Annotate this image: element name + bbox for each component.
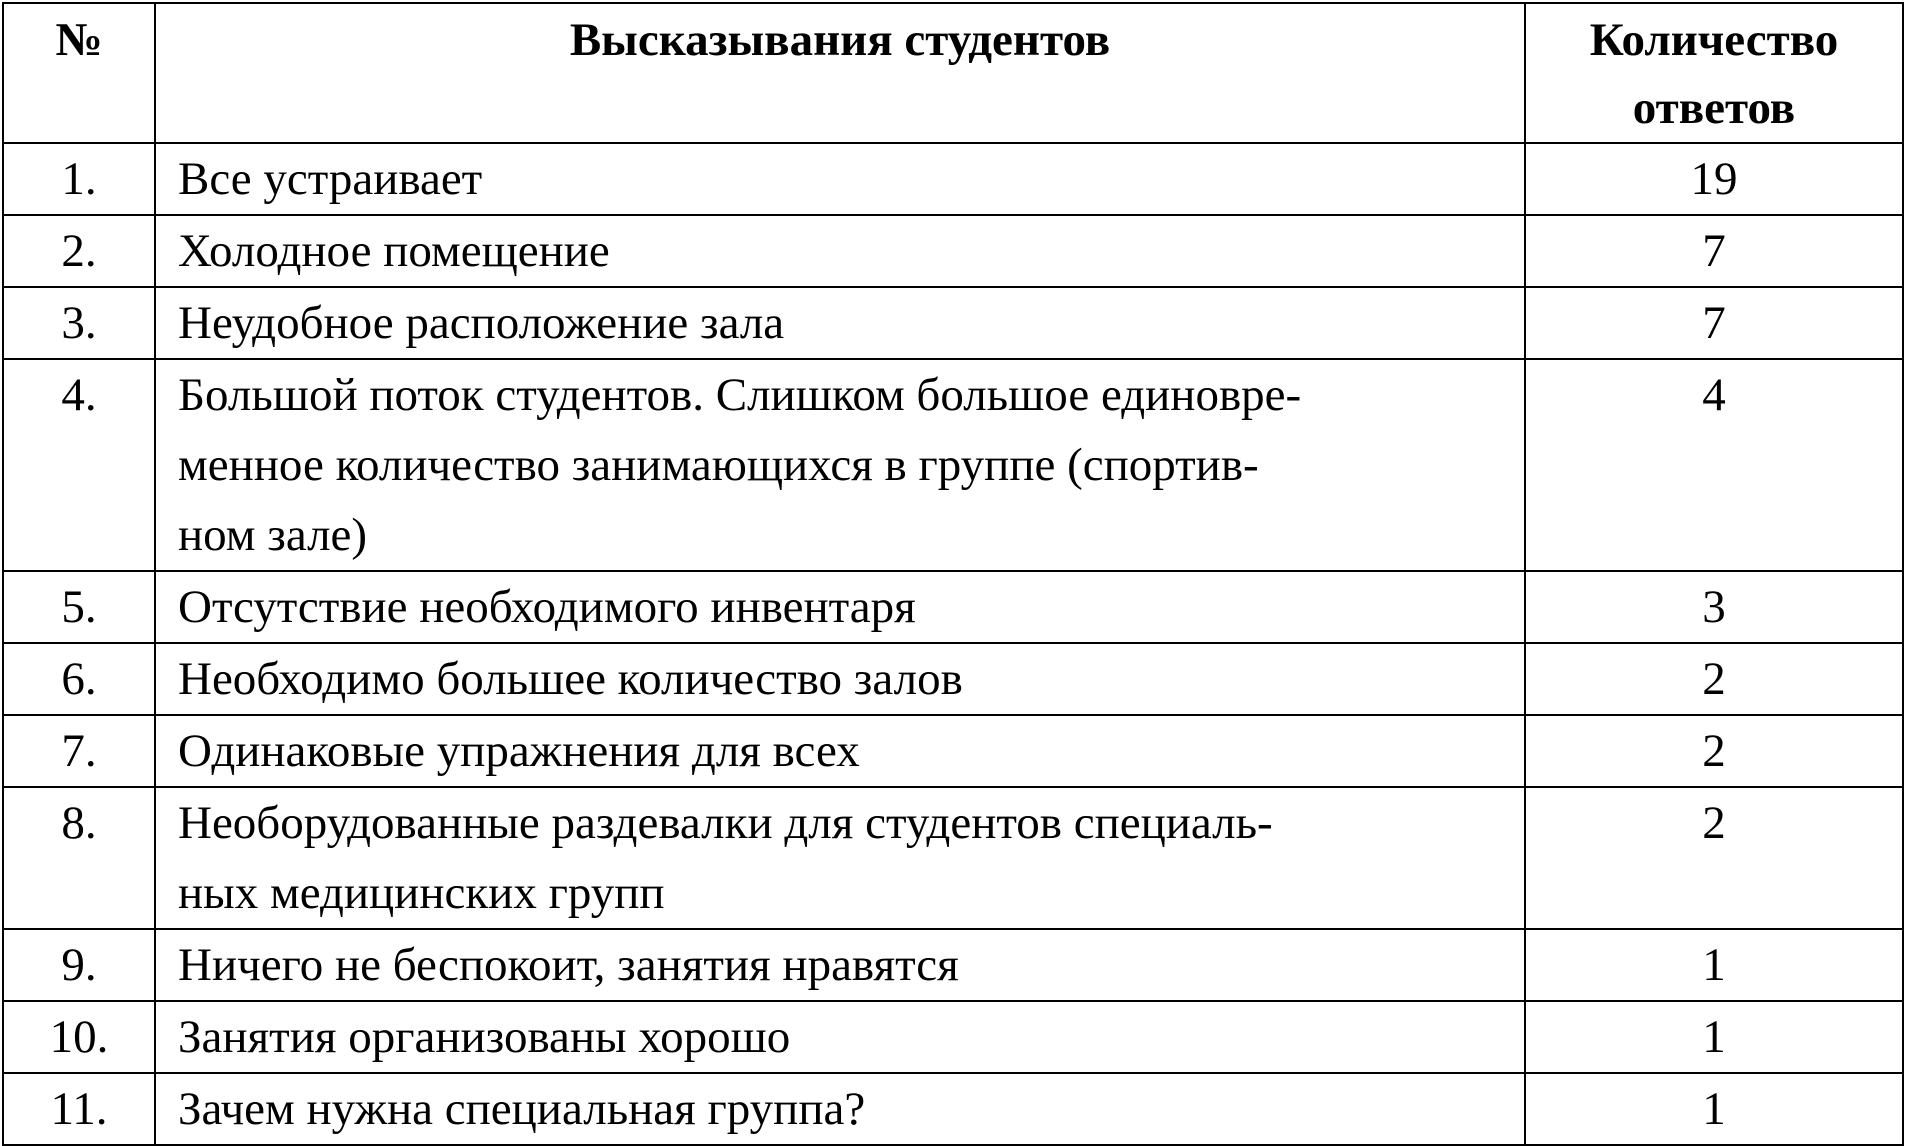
- row-count: 1: [1525, 1001, 1903, 1073]
- table-row: [3, 571, 1903, 643]
- row-count: 2: [1525, 787, 1903, 929]
- row-statement: [155, 787, 1525, 929]
- row-statement: Необходимо большее количество залов: [155, 643, 1525, 715]
- row-number: 11.: [3, 1073, 155, 1145]
- survey-table: [2, 2, 1904, 1146]
- row-statement: Ничего не беспокоит, занятия нравятся: [155, 929, 1525, 1001]
- table-row: [3, 715, 1903, 787]
- header-statements: Высказывания студентов: [155, 3, 1525, 143]
- header-number: №: [3, 3, 155, 143]
- row-statement-line: менное количество занимающихся в группе (спортив-: [178, 439, 1259, 491]
- row-number: 2.: [3, 215, 155, 287]
- row-count: 1: [1525, 929, 1903, 1001]
- row-number: 10.: [3, 1001, 155, 1073]
- row-number: 5.: [3, 571, 155, 643]
- table-row: [3, 929, 1903, 1001]
- row-number: 8.: [3, 787, 155, 929]
- row-count: 2: [1525, 715, 1903, 787]
- table-row: [3, 1001, 1903, 1073]
- row-count: 7: [1525, 287, 1903, 359]
- header-count: [1525, 3, 1903, 143]
- row-count: 7: [1525, 215, 1903, 287]
- row-count: 19: [1525, 143, 1903, 215]
- row-count: 3: [1525, 571, 1903, 643]
- row-number: 9.: [3, 929, 155, 1001]
- row-statement: Зачем нужна специальная группа?: [155, 1073, 1525, 1145]
- row-statement: Занятия организованы хорошо: [155, 1001, 1525, 1073]
- row-statement-line: Большой поток студентов. Слишком большое единовре-: [178, 369, 1302, 421]
- row-number: 4.: [3, 359, 155, 571]
- survey-table-container: [2, 2, 1904, 1146]
- row-count: 1: [1525, 1073, 1903, 1145]
- table-header-row: [3, 3, 1903, 143]
- row-statement: [155, 359, 1525, 571]
- row-count: 2: [1525, 643, 1903, 715]
- row-number: 1.: [3, 143, 155, 215]
- row-statement: Отсутствие необходимого инвентаря: [155, 571, 1525, 643]
- row-number: 7.: [3, 715, 155, 787]
- table-row: [3, 143, 1903, 215]
- table-row: [3, 215, 1903, 287]
- table-row: [3, 359, 1903, 571]
- row-statement: Неудобное расположение зала: [155, 287, 1525, 359]
- row-count: 4: [1525, 359, 1903, 571]
- table-row: [3, 1073, 1903, 1145]
- row-number: 6.: [3, 643, 155, 715]
- header-count-line2: ответов: [1632, 82, 1796, 134]
- row-statement-line: ном зале): [178, 509, 368, 561]
- row-statement: Одинаковые упражнения для всех: [155, 715, 1525, 787]
- header-count-line1: Количество: [1589, 14, 1839, 66]
- table-row: [3, 287, 1903, 359]
- row-statement-line: Необорудованные раздевалки для студентов специаль-: [178, 797, 1273, 849]
- row-statement: Все устраивает: [155, 143, 1525, 215]
- row-statement: Холодное помещение: [155, 215, 1525, 287]
- row-statement-line: ных медицинских групп: [178, 867, 665, 919]
- row-number: 3.: [3, 287, 155, 359]
- table-row: [3, 787, 1903, 929]
- table-row: [3, 643, 1903, 715]
